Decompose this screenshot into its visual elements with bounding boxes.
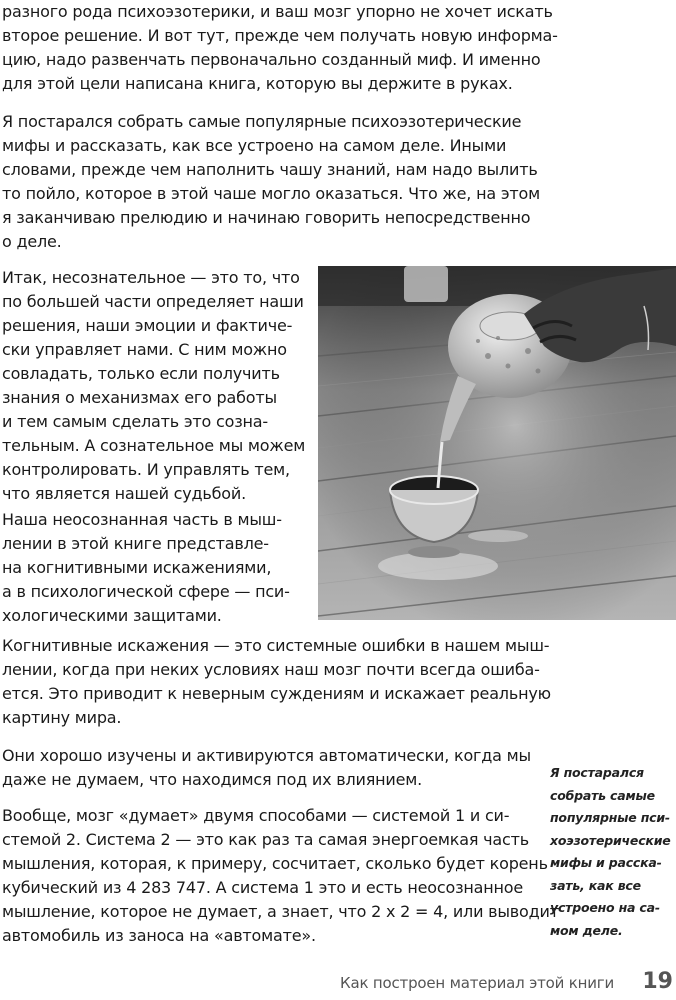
text-line: стемой 2. Система 2 — это как раз та самая энергоемкая часть (2, 830, 529, 849)
text-line: Наша неосознанная часть в мыш- (2, 510, 282, 529)
text-line: разного рода психоэзотерики, и ваш мозг упорно не хочет искать (2, 2, 553, 21)
text-line: знания о механизмах его работы (2, 388, 277, 407)
sidebar-pull-quote (550, 762, 671, 942)
text-line: ски управляет нами. С ним можно (2, 340, 287, 359)
text-line: Вообще, мозг «думает» двумя способами — системой 1 и си- (2, 806, 510, 825)
text-line: и тем самым сделать это созна- (2, 412, 268, 431)
text-line: я заканчиваю прелюдию и начинаю говорить непосредственно (2, 208, 531, 227)
text-line: цию, надо развенчать первоначально созданный миф. И именно (2, 50, 541, 69)
text-line: Они хорошо изучены и активируются автоматически, когда мы (2, 746, 531, 765)
quote-line: мифы и расска- (550, 855, 662, 870)
quote-line: мом деле. (550, 922, 623, 938)
paragraph (2, 744, 542, 792)
paragraph (2, 508, 302, 628)
paragraph (2, 804, 559, 948)
page-footer (340, 969, 676, 996)
text-line: для этой цели написана книга, которую вы держите в руках. (2, 74, 513, 93)
text-line: даже не думаем, что находимся под их влиянием. (2, 770, 422, 789)
paragraph (2, 110, 672, 254)
text-line: по большей части определяет наши (2, 292, 304, 311)
quote-line: собрать самые (550, 787, 655, 803)
quote-line: хоэзотерические (550, 832, 671, 848)
text-line: а в психологической сфере — пси- (2, 582, 290, 601)
text-line: хологическими защитами. (2, 606, 222, 625)
quote-line: Я постарался (550, 765, 644, 780)
text-line: словами, прежде чем наполнить чашу знаний, нам надо вылить (2, 160, 538, 179)
teapot-pouring-photo (318, 266, 676, 620)
running-footer-title: Как построен материал этой книги (340, 974, 614, 992)
text-line: Итак, несознательное — это то, что (2, 268, 300, 287)
quote-line: зать, как все (550, 877, 641, 893)
text-line: то пойло, которое в этой чаше могло оказаться. Что же, на этом (2, 184, 540, 203)
quote-line: популярные пси- (550, 810, 670, 825)
text-line: картину мира. (2, 708, 122, 727)
text-line: о деле. (2, 232, 62, 251)
text-line: лении в этой книге представле- (2, 534, 269, 553)
text-line: что является нашей судьбой. (2, 484, 246, 503)
text-line: Когнитивные искажения — это системные ошибки в нашем мыш- (2, 636, 550, 655)
text-line: тельным. А сознательное мы можем (2, 436, 306, 455)
text-line: мышления, которая, к примеру, сосчитает, сколько будет корень (2, 854, 548, 873)
page-number: 19 (642, 969, 673, 994)
text-line: мышление, которое не думает, а знает, что 2 х 2 = 4, или выводит (2, 902, 559, 921)
text-line: лении, когда при неких условиях наш мозг почти всегда ошиба- (2, 660, 540, 679)
text-line: второе решение. И вот тут, прежде чем получать новую информа- (2, 26, 558, 45)
text-line: на когнитивными искажениями, (2, 558, 272, 577)
paragraph (2, 266, 306, 506)
quote-line: устроено на са- (550, 900, 660, 915)
text-line: автомобиль из заноса на «автомате». (2, 926, 316, 945)
paragraph (2, 0, 672, 96)
text-line: совладать, только если получить (2, 364, 280, 383)
paragraph (2, 634, 672, 730)
text-line: ется. Это приводит к неверным суждениям и искажает реальную (2, 684, 551, 703)
text-line: кубический из 4 283 747. А система 1 это и есть неосознанное (2, 878, 523, 897)
text-line: Я постарался собрать самые популярные психоэзотерические (2, 112, 522, 131)
text-line: мифы и рассказать, как все устроено на самом деле. Иными (2, 136, 507, 155)
text-line: решения, наши эмоции и фактиче- (2, 316, 293, 335)
text-line: контролировать. И управлять тем, (2, 460, 290, 479)
